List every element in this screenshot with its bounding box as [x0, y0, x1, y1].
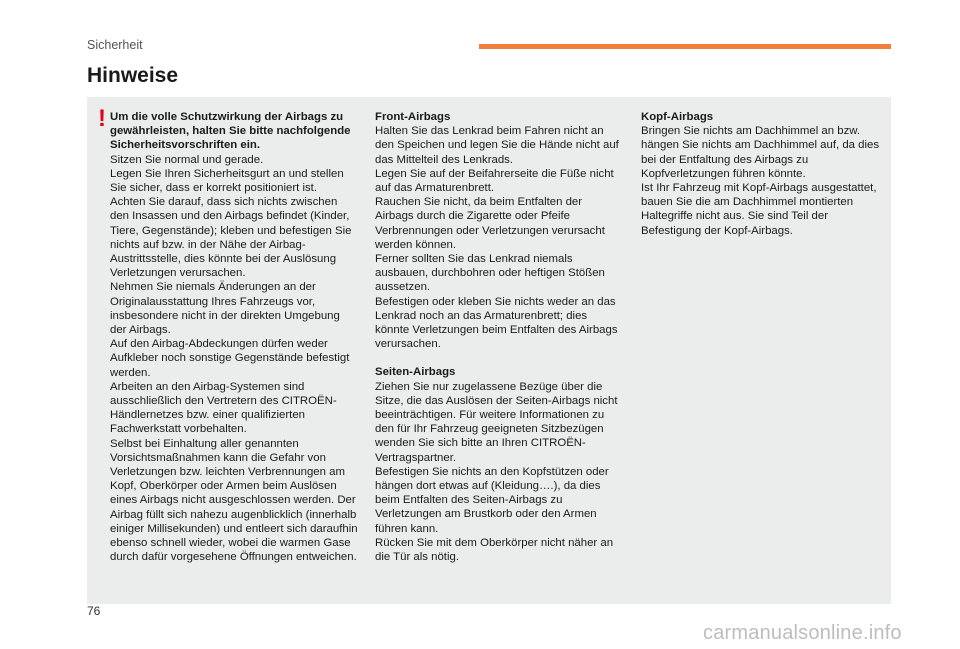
column-general: [110, 110, 358, 565]
paragraph: Legen Sie auf der Beifahrerseite die Füße nicht auf das Armaturenbrett.: [375, 167, 614, 195]
paragraph: Rauchen Sie nicht, da beim Entfalten der Airbags durch die Zigarette oder Pfeife Verbrennungen oder Verletzungen verursacht werden können.: [375, 196, 605, 251]
column-front-side: [375, 110, 623, 564]
paragraph: Legen Sie Ihren Sicherheitsgurt an und stellen Sie sicher, dass er korrekt positioniert ist.: [110, 167, 344, 195]
paragraph: Ferner sollten Sie das Lenkrad niemals ausbauen, durchbohren oder heftigen Stößen aussetzen.: [375, 253, 605, 294]
paragraph: Rücken Sie mit dem Oberkörper nicht näher an die Tür als nötig.: [375, 536, 614, 564]
paragraph: Achten Sie darauf, dass sich nichts zwischen den Insassen und den Airbags befindet (Kinder, Tiere, Gegenstände); kleben und befestigen Sie nichts auf bzw. in der Nähe der Airbag-Austrittsstelle, dies könnte bei der Auslösung Verletzungen verursachen.: [110, 196, 352, 280]
page-number: 76: [87, 604, 101, 618]
column-head: [641, 110, 886, 238]
paragraph: Nehmen Sie niemals Änderungen an der Originalausstattung Ihres Fahrzeugs vor, insbesondere nicht in der direkten Umgebung der Airbags.: [110, 281, 340, 337]
front-airbags-heading: Front-Airbags: [375, 111, 451, 123]
paragraph: Auf den Airbag-Abdeckungen dürfen weder Aufkleber noch sonstige Gegenstände befestigt werden.: [110, 338, 350, 379]
spacer: [375, 351, 623, 365]
paragraph: Sitzen Sie normal und gerade.: [110, 153, 264, 166]
paragraph: Halten Sie das Lenkrad beim Fahren nicht an den Speichen und legen Sie die Hände nicht auf das Mittelteil des Lenkrads.: [375, 125, 619, 166]
paragraph: Bringen Sie nichts am Dachhimmel an bzw. hängen Sie nichts am Dachhimmel auf, da dies bei der Entfaltung des Airbags zu Kopfverletzungen führen könnte.: [641, 125, 880, 180]
head-airbags-heading: Kopf-Airbags: [641, 111, 714, 123]
header-accent-rule: [479, 44, 891, 49]
page-title: Hinweise: [87, 64, 179, 87]
intro-text: Um die volle Schutzwirkung der Airbags zu gewährleisten, halten Sie bitte nachfolgende Sicherheitsvorschriften ein.: [110, 111, 351, 152]
warning-exclamation-icon: !: [98, 105, 106, 132]
paragraph: Ziehen Sie nur zugelassene Bezüge über die Sitze, die das Auslösen der Seiten-Airbags nicht beeinträchtigen. Für weitere Informationen zu den für Ihr Fahrzeug geeigneten Sitzbezügen wenden Sie sich bitte an Ihren CITROËN-Vertragspartner.: [375, 380, 618, 464]
watermark: carmanualsonline.info: [703, 622, 902, 644]
paragraph: Befestigen Sie nichts an den Kopfstützen oder hängen dort etwas auf (Kleidung….), da dies beim Entfalten des Seiten-Airbags zu Verletzungen am Brustkorb oder den Armen führen kann.: [375, 465, 609, 535]
paragraph: Arbeiten an den Airbag-Systemen sind ausschließlich den Vertretern des CITROËN-Händlernetzes bzw. einer qualifizierten Fachwerkstatt vorbehalten.: [110, 380, 337, 436]
section-label: Sicherheit: [87, 38, 143, 52]
side-airbags-heading: Seiten-Airbags: [375, 366, 456, 379]
paragraph: Befestigen oder kleben Sie nichts weder an das Lenkrad noch an das Armaturenbrett; dies könnte Verletzungen beim Entfalten des Airbags verursachen.: [375, 295, 618, 351]
paragraph: Selbst bei Einhaltung aller genannten Vorsichtsmaßnahmen kann die Gefahr von Verletzungen bzw. leichten Verbrennungen am Kopf, Oberkörper oder Armen beim Auslösen eines Airbags nicht ausgeschlossen werden. Der Airbag füllt sich nahezu augenblicklich (innerhalb einiger Millisekunden) und entleert sich daraufhin ebenso schnell wieder, wobei die warmen Gase durch dafür vorgesehene Öffnungen entweichen.: [110, 437, 358, 564]
paragraph: Ist Ihr Fahrzeug mit Kopf-Airbags ausgestattet, bauen Sie die am Dachhimmel montierten Haltegriffe nicht aus. Sie sind Teil der Befestigung der Kopf-Airbags.: [641, 182, 877, 237]
